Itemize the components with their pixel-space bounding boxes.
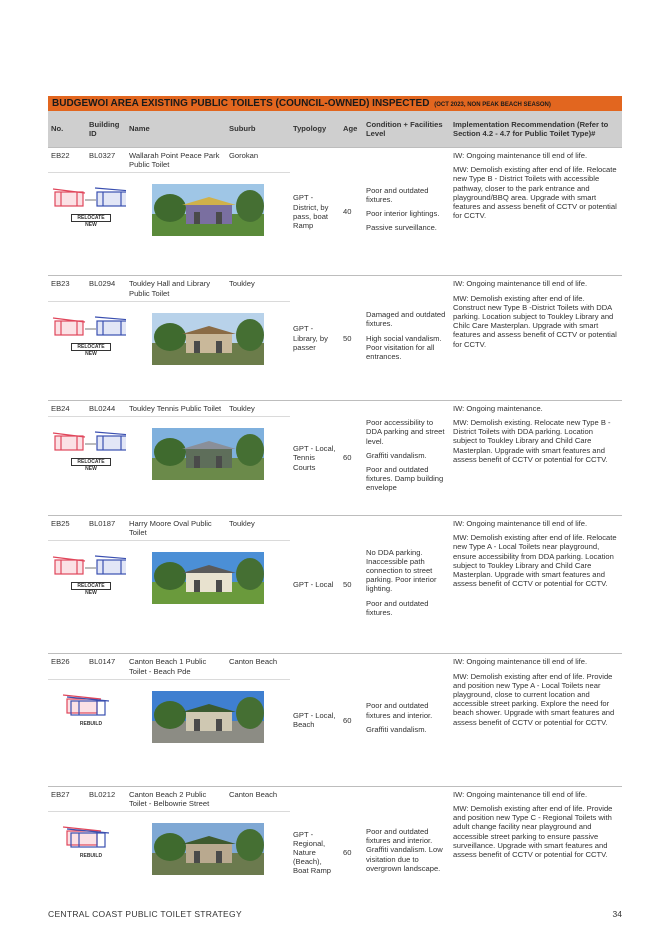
cell-suburb: Canton Beach xyxy=(226,786,290,811)
condition-item: No DDA parking. Inaccessible path connection to street parking. Poor interior lighting. xyxy=(366,547,437,594)
table-title: BUDGEWOI AREA EXISTING PUBLIC TOILETS (COUNCIL-OWNED) INSPECTED xyxy=(52,98,430,109)
header-recommendation: Implementation Recommendation (Refer to Section 4.2 - 4.7 for Public Toilet Type)# xyxy=(450,111,622,148)
rebuild-diagram xyxy=(51,687,126,721)
cell-recommendation xyxy=(450,276,622,400)
action-diagram-cell xyxy=(48,812,126,919)
photo-cell xyxy=(126,541,290,654)
cell-name: Harry Moore Oval Public Toilet xyxy=(126,516,226,541)
toilet-photo xyxy=(152,428,264,480)
cell-suburb: Gorokan xyxy=(226,148,290,173)
tag-new: NEW xyxy=(85,222,97,229)
recommendation-item: IW: Ongoing maintenance. xyxy=(453,403,543,413)
cell-condition xyxy=(363,276,450,400)
footer-document-title: CENTRAL COAST PUBLIC TOILET STRATEGY xyxy=(48,909,242,919)
cell-building-id: BL0244 xyxy=(86,400,126,416)
action-diagram-cell xyxy=(48,417,126,516)
cell-typology: GPT - Library, by passer xyxy=(290,276,340,400)
table-row xyxy=(48,516,622,541)
tag-relocate: RELOCATE xyxy=(71,458,111,466)
cell-condition xyxy=(363,516,450,654)
cell-building-id: BL0294 xyxy=(86,276,126,301)
action-tag xyxy=(71,214,111,228)
cell-no: EB22 xyxy=(48,148,86,173)
cell-age: 50 xyxy=(340,516,363,654)
condition-item: Poor and outdated fixtures and interior. xyxy=(366,701,433,720)
photo-cell xyxy=(126,301,290,400)
table-row xyxy=(48,276,622,301)
header-suburb: Suburb xyxy=(226,111,290,148)
toilet-photo xyxy=(152,552,264,604)
table-row xyxy=(48,148,622,173)
cell-no: EB26 xyxy=(48,654,86,679)
action-diagram-cell xyxy=(48,679,126,786)
condition-item: Graffiti vandalism. xyxy=(366,450,427,460)
toilets-table xyxy=(48,111,622,918)
header-building-id: Building ID xyxy=(86,111,126,148)
condition-item: Damaged and outdated fixtures. xyxy=(366,310,446,329)
condition-item: Poor and outdated fixtures. xyxy=(366,598,429,617)
action-tag xyxy=(71,343,111,357)
cell-no: EB23 xyxy=(48,276,86,301)
cell-typology: GPT - District, by pass, boat Ramp xyxy=(290,148,340,276)
page-number: 34 xyxy=(612,909,622,919)
existing-toilet-icon xyxy=(53,433,85,450)
condition-item: Poor and outdated fixtures and interior. Graffiti vandalism. Low visitation due to overgrown landscape. xyxy=(366,827,443,873)
tag-rebuild: REBUILD xyxy=(79,853,103,860)
photo-cell xyxy=(126,812,290,919)
new-toilet-icon xyxy=(95,188,126,206)
cell-age: 60 xyxy=(340,786,363,918)
recommendation-item: MW: Demolish existing after end of life. Construct new Type B -District Toilets with DDA parking. Location subject to Toukley Library and Chilc Care Masterplan. Upgrade with smart features and assess benefit of CCTV or potential for CCTV. xyxy=(453,293,617,349)
table-row xyxy=(48,786,622,811)
toilet-photo xyxy=(152,823,264,875)
new-toilet-icon xyxy=(95,317,126,335)
action-diagram-cell xyxy=(48,301,126,400)
header-condition: Condition + Facilities Level xyxy=(363,111,450,148)
recommendation-item: MW: Demolish existing after end of life. Relocate new Type A - Local Toilets near playground, ensure accessibility from DDA parking. Location subject to Toukley Library and Child Care Masterplan. Upgrade with smart features and assess benefit of CCTV or potential for CCTV. xyxy=(453,533,617,589)
cell-name: Canton Beach 1 Public Toilet - Beach Pde xyxy=(126,654,226,679)
table-header-row xyxy=(48,111,622,148)
cell-suburb: Toukley xyxy=(226,276,290,301)
condition-item: Poor accessibility to DDA parking and street level. xyxy=(366,418,445,446)
cell-age: 50 xyxy=(340,276,363,400)
cell-suburb: Toukley xyxy=(226,400,290,416)
condition-item: Graffiti vandalism. xyxy=(366,724,427,734)
cell-typology: GPT - Local xyxy=(290,516,340,654)
recommendation-item: IW: Ongoing maintenance till end of life. xyxy=(453,657,588,667)
tag-new: NEW xyxy=(85,466,97,473)
action-diagram-cell xyxy=(48,173,126,276)
recommendation-item: IW: Ongoing maintenance till end of life. xyxy=(453,789,588,799)
cell-recommendation xyxy=(450,516,622,654)
action-tag xyxy=(71,582,111,596)
cell-age: 40 xyxy=(340,148,363,276)
cell-name: Toukley Tennis Public Toilet xyxy=(126,400,226,416)
tag-new: NEW xyxy=(85,350,97,357)
cell-typology: GPT - Regional, Nature (Beach), Boat Ramp xyxy=(290,786,340,918)
cell-recommendation xyxy=(450,148,622,276)
cell-no: EB24 xyxy=(48,400,86,416)
cell-suburb: Canton Beach xyxy=(226,654,290,679)
toilet-photo xyxy=(152,184,264,236)
recommendation-item: MW: Demolish existing after end of life. Provide and position new Type A - Local Toilets near playground, close to current location and accessible street parking. Explore the need for beach shower. Upgrade with smart features and assess benefit of CCTV or potential for CCTV. xyxy=(453,671,615,727)
photo-cell xyxy=(126,173,290,276)
existing-toilet-icon xyxy=(53,318,85,335)
tag-rebuild: REBUILD xyxy=(79,720,103,727)
relocate-diagram xyxy=(51,548,126,582)
cell-name: Canton Beach 2 Public Toilet - Belbowrie Street xyxy=(126,786,226,811)
cell-age: 60 xyxy=(340,400,363,515)
table-row xyxy=(48,654,622,679)
action-tag xyxy=(71,458,111,472)
header-typology: Typology xyxy=(290,111,340,148)
header-age: Age xyxy=(340,111,363,148)
cell-condition xyxy=(363,786,450,918)
relocate-diagram xyxy=(51,424,126,458)
table-row xyxy=(48,400,622,416)
header-name: Name xyxy=(126,111,226,148)
action-tag xyxy=(71,721,111,727)
cell-typology: GPT - Local, Beach xyxy=(290,654,340,786)
recommendation-item: IW: Ongoing maintenance till end of life. xyxy=(453,519,588,529)
rebuild-diagram xyxy=(51,819,126,853)
cell-condition xyxy=(363,400,450,515)
tag-relocate: RELOCATE xyxy=(71,582,111,590)
tag-relocate: RELOCATE xyxy=(71,214,111,222)
action-diagram-cell xyxy=(48,541,126,654)
cell-condition xyxy=(363,148,450,276)
existing-toilet-icon xyxy=(53,557,85,574)
condition-item: High social vandalism. Poor visitation for all entrances. xyxy=(366,333,442,361)
cell-recommendation xyxy=(450,400,622,515)
cell-building-id: BL0327 xyxy=(86,148,126,173)
condition-item: Poor and outdated fixtures. xyxy=(366,185,429,204)
condition-item: Passive surveillance. xyxy=(366,223,437,233)
cell-no: EB25 xyxy=(48,516,86,541)
tag-relocate: RELOCATE xyxy=(71,343,111,351)
toilet-photo xyxy=(152,691,264,743)
recommendation-item: MW: Demolish existing after end of life. Provide and position new Type C - Regional Toilets with adult change facility near playground and accessible street parking to ensure passive surveillance. Upgrade with smart features and assess benefit of CCTV or potential for CCTV. xyxy=(453,804,613,860)
cell-condition xyxy=(363,654,450,786)
new-toilet-icon xyxy=(95,556,126,574)
recommendation-item: MW: Demolish existing after end of life. Relocate new Type B - District Toilets with accessible pathway, closer to the park entrance and playground/BBQ area. Upgrade with smart features and assess benefit of CCTV or potential for CCTV. xyxy=(453,165,617,221)
new-toilet-icon xyxy=(95,432,126,450)
existing-toilet-icon xyxy=(53,189,85,206)
cell-building-id: BL0212 xyxy=(86,786,126,811)
cell-suburb: Toukley xyxy=(226,516,290,541)
cell-age: 60 xyxy=(340,654,363,786)
cell-recommendation xyxy=(450,654,622,786)
cell-building-id: BL0147 xyxy=(86,654,126,679)
photo-cell xyxy=(126,679,290,786)
relocate-diagram xyxy=(51,180,126,214)
condition-item: Poor and outdated fixtures. Damp building envelope xyxy=(366,465,444,493)
cell-name: Wallarah Point Peace Park Public Toilet xyxy=(126,148,226,173)
condition-item: Poor interior lightings. xyxy=(366,209,440,219)
table-subtitle: (OCT 2023, NON PEAK BEACH SEASON) xyxy=(434,102,551,108)
toilet-photo xyxy=(152,313,264,365)
cell-name: Toukley Hall and Library Public Toilet xyxy=(126,276,226,301)
table-title-bar xyxy=(48,96,622,111)
recommendation-item: IW: Ongoing maintenance till end of life. xyxy=(453,279,588,289)
action-tag xyxy=(71,853,111,859)
relocate-diagram xyxy=(51,309,126,343)
photo-cell xyxy=(126,417,290,516)
cell-building-id: BL0187 xyxy=(86,516,126,541)
recommendation-item: IW: Ongoing maintenance till end of life. xyxy=(453,151,588,160)
header-no: No. xyxy=(48,111,86,148)
cell-no: EB27 xyxy=(48,786,86,811)
recommendation-item: MW: Demolish existing. Relocate new Type B - District Toilets with DDA parking. Location subject to Toukley Library and Child Care Masterplan. Upgrade with smart features and assess benefit of CCTV or potential for CCTV. xyxy=(453,418,611,464)
cell-recommendation xyxy=(450,786,622,918)
cell-typology: GPT - Local, Tennis Courts xyxy=(290,400,340,515)
tag-new: NEW xyxy=(85,590,97,597)
